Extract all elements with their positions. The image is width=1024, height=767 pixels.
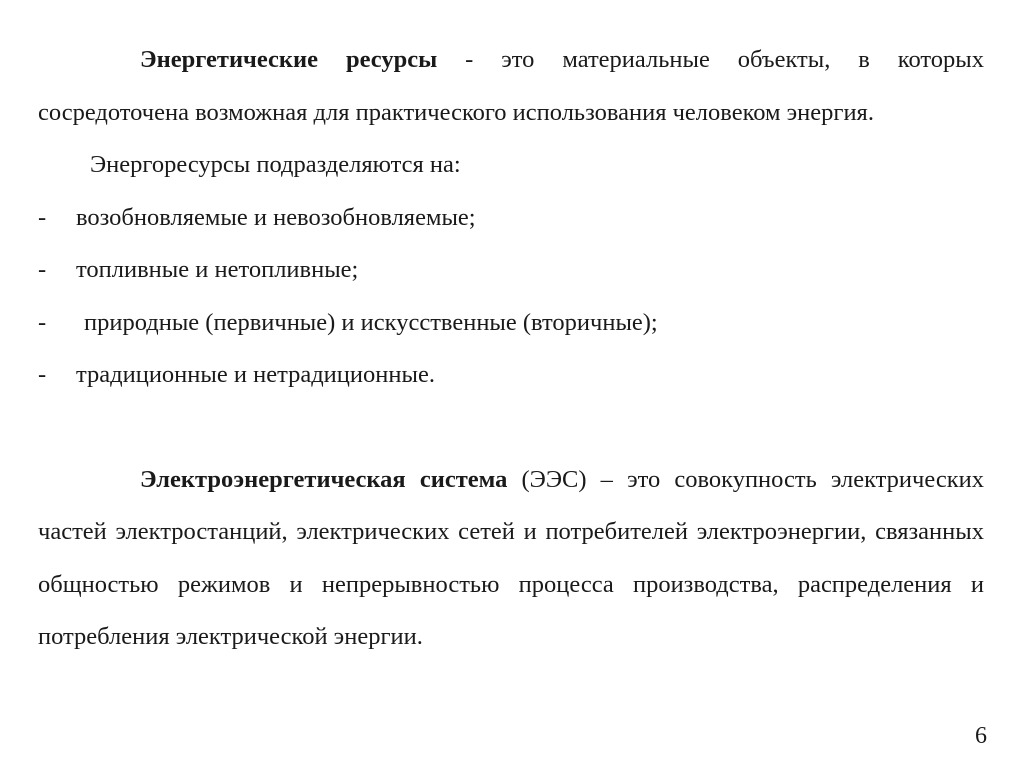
term-power-system: Электроэнергетическая система	[140, 465, 508, 493]
definition-power-system	[38, 454, 984, 664]
classification-list	[38, 192, 984, 402]
definition-energy-resources-text: - это материальные объекты, в которых сосредоточена возможная для практического использования человеком энергия.	[38, 46, 984, 126]
definition-power-system-text: (ЭЭС) – это совокупность электрических частей электростанций, электрических сетей и потребителей электроэнергии, связанных общностью режимов и непрерывностью процесса производства, распределения и потребления электрической энергии.	[38, 465, 984, 650]
dash-bullet: -	[38, 361, 47, 388]
list-item	[38, 349, 984, 402]
slide-content	[38, 34, 984, 664]
classification-intro: Энергоресурсы подразделяются на:	[90, 151, 461, 178]
page-number: 6	[975, 723, 987, 749]
list-item-text: традиционные и нетрадиционные.	[76, 361, 435, 388]
dash-bullet: -	[38, 308, 47, 336]
list-item	[38, 192, 984, 245]
dash-bullet: -	[38, 203, 47, 231]
definition-energy-resources	[38, 34, 984, 139]
list-item-text: возобновляемые и невозобновляемые;	[76, 203, 476, 231]
term-energy-resources: Энергетические ресурсы	[140, 46, 438, 73]
list-item	[38, 297, 984, 350]
dash-bullet: -	[38, 256, 47, 283]
list-item-text: топливные и нетопливные;	[76, 256, 359, 283]
list-item	[38, 244, 984, 297]
section-gap	[38, 402, 984, 454]
list-item-text: природные (первичные) и искусственные (вторичные);	[84, 308, 658, 336]
